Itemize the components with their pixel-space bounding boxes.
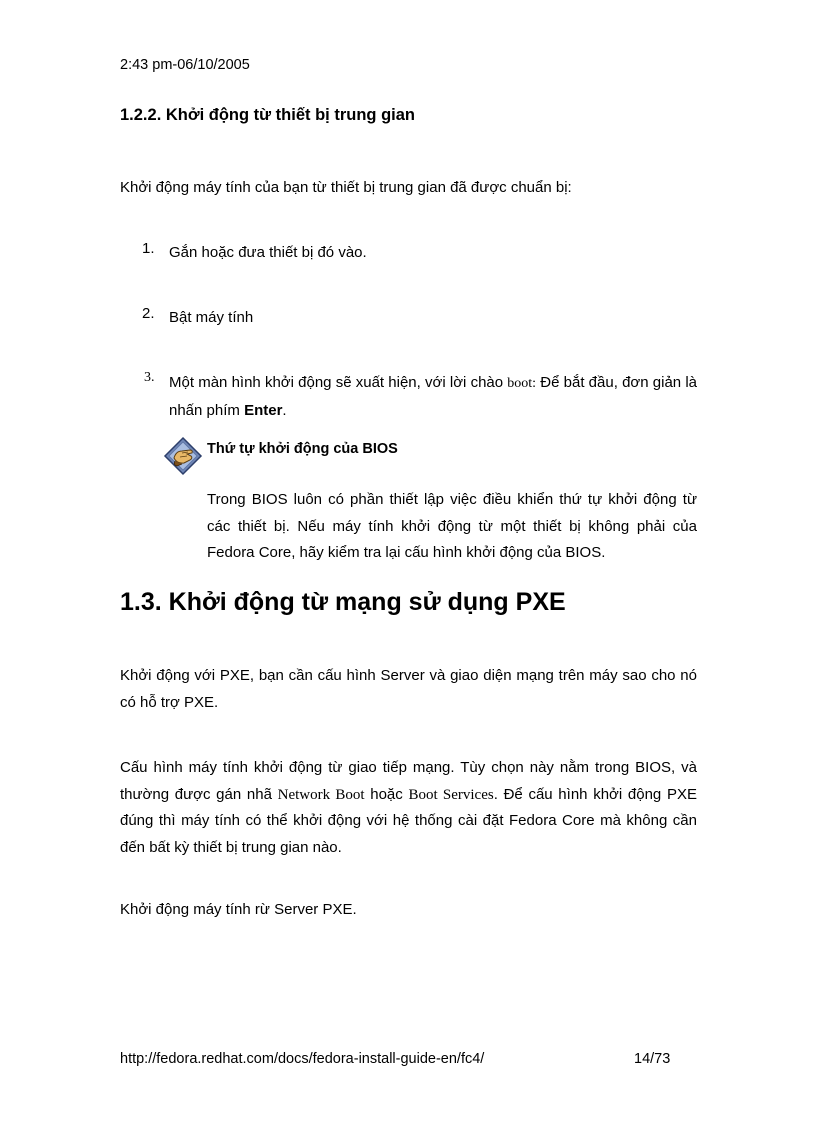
network-boot-option: Network Boot bbox=[277, 786, 365, 803]
section-heading-1-3: 1.3. Khởi động từ mạng sử dụng PXE bbox=[120, 588, 566, 616]
section-heading-1-2-2: 1.2.2. Khởi động từ thiết bị trung gian bbox=[120, 106, 416, 124]
tip-hand-icon bbox=[163, 436, 203, 476]
footer-page-number: 14/73 bbox=[634, 1051, 671, 1067]
step-1-text: Gắn hoặc đưa thiết bị đó vào. bbox=[169, 244, 367, 261]
pxe-paragraph-2-c: . Để cấu hình khởi động PXE đúng thì máy tính có thể khởi động với hệ thống cài đặt Fedora Core mà không cần đến bất kỳ thiết bị trung gian nào. bbox=[120, 785, 697, 856]
note-title: Thứ tự khởi động của BIOS bbox=[207, 441, 398, 457]
pxe-paragraph-2-b: hoặc bbox=[364, 785, 409, 803]
step-3-text-b: Để bắt đầu, đơn giản là nhấn phím bbox=[169, 374, 698, 419]
pxe-paragraph-1: Khởi động với PXE, bạn cần cấu hình Server và giao diện mạng trên máy sao cho nó có hỗ trợ PXE. bbox=[120, 667, 697, 711]
step-3-text-c: . bbox=[282, 401, 287, 419]
pxe-paragraph-2 bbox=[120, 755, 697, 861]
enter-key: Enter bbox=[244, 401, 283, 419]
step-2-number: 2. bbox=[142, 305, 155, 322]
pxe-paragraph-2-a: Cấu hình máy tính khởi động từ giao tiếp mạng. Tùy chọn này nằm trong BIOS, và thường được gán nhã bbox=[120, 759, 697, 803]
step-1-number: 1. bbox=[142, 240, 155, 257]
note-body: Trong BIOS luôn có phần thiết lập việc điều khiển thứ tự khởi động từ các thiết bị. Nếu máy tính khởi động từ một thiết bị không phải của Fedora Core, hãy kiểm tra lại cấu hình khởi động của BIOS. bbox=[207, 491, 697, 561]
pxe-paragraph-3: Khởi động máy tính rừ Server PXE. bbox=[120, 901, 357, 918]
boot-services-option: Boot Services bbox=[408, 786, 494, 803]
step-3-number: 3. bbox=[144, 370, 155, 385]
intro-paragraph: Khởi động máy tính của bạn từ thiết bị trung gian đã được chuẩn bị: bbox=[120, 179, 572, 196]
step-3-text bbox=[169, 370, 697, 424]
step-2-text: Bật máy tính bbox=[169, 309, 254, 326]
header-timestamp: 2:43 pm-06/10/2005 bbox=[120, 57, 250, 73]
footer-url: http://fedora.redhat.com/docs/fedora-install-guide-en/fc4/ bbox=[120, 1051, 485, 1067]
step-3-text-a: Một màn hình khởi động sẽ xuất hiện, với lời chào bbox=[169, 374, 508, 391]
boot-prompt: boot: bbox=[507, 376, 537, 391]
